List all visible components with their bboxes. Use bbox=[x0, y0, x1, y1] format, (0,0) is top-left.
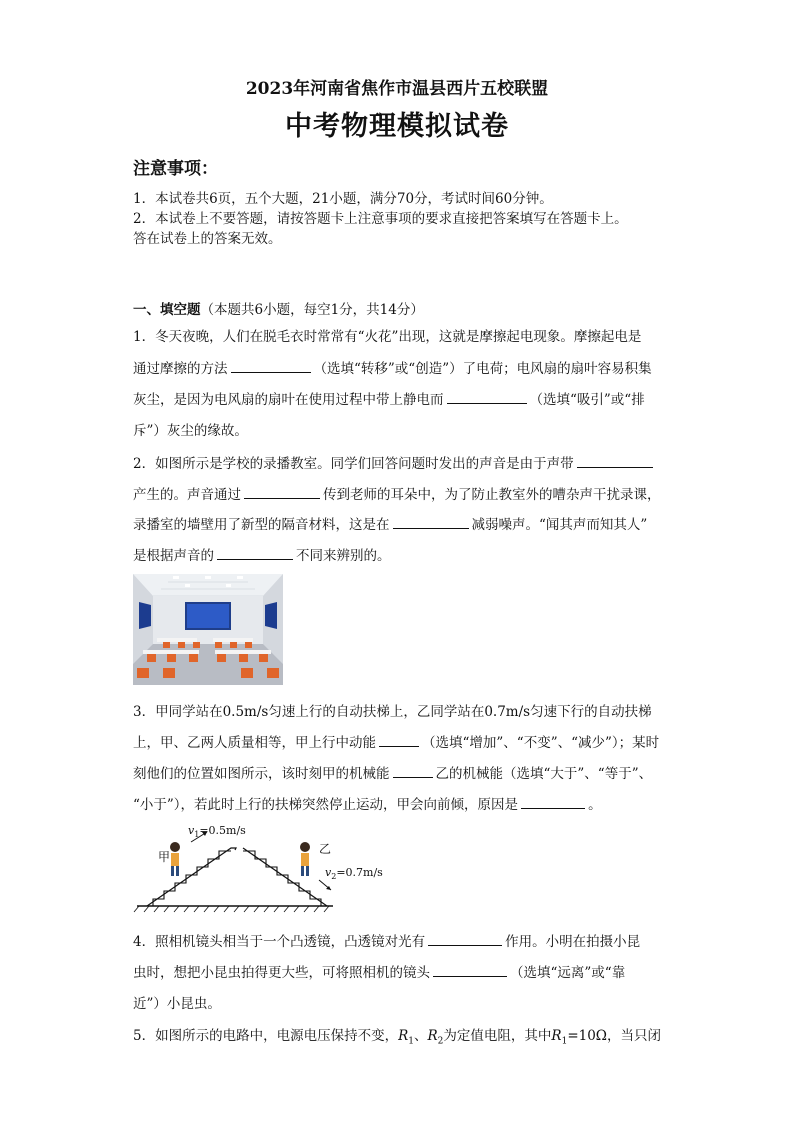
q1-text: （选填“转移”或“创造”）了电荷；电风扇的扇叶容易积集 bbox=[313, 361, 652, 377]
answer-blank[interactable] bbox=[244, 485, 320, 499]
person-jia-icon bbox=[170, 842, 180, 876]
section-label: 一、填空题 bbox=[133, 302, 201, 318]
recording-classroom-photo bbox=[133, 574, 283, 685]
v1-value: =0.5m/s bbox=[199, 824, 246, 837]
q3-text: 。 bbox=[588, 797, 602, 813]
q3-line-1: 3．甲同学站在0.5m/s匀速上行的自动扶梯上，乙同学站在0.7m/s匀速下行的自动扶梯 bbox=[133, 704, 652, 720]
q1-line-3 bbox=[133, 388, 645, 408]
exam-subtitle: 2023年河南省焦作市温县西片五校联盟 bbox=[245, 79, 549, 99]
r1-symbol: R bbox=[551, 1028, 562, 1044]
answer-blank[interactable] bbox=[379, 733, 419, 747]
v1-symbol: v bbox=[188, 824, 195, 837]
q2-text: 录播室的墙壁用了新型的隔音材料，这是在 bbox=[133, 517, 390, 533]
r1-symbol: R bbox=[398, 1028, 409, 1044]
q5-line-1 bbox=[133, 1024, 661, 1047]
q3-line-2 bbox=[133, 731, 659, 751]
q1-text: 通过摩擦的方法 bbox=[133, 361, 228, 377]
q1-line-4: 斥”）灰尘的缘故。 bbox=[133, 423, 248, 439]
answer-blank[interactable] bbox=[433, 963, 507, 977]
q2-text: 2．如图所示是学校的录播教室。同学们回答问题时发出的声音是由于声带 bbox=[133, 456, 574, 472]
exam-title: 中考物理模拟试卷 bbox=[285, 111, 509, 142]
q1-line-2 bbox=[133, 357, 652, 377]
v2-value: =0.7m/s bbox=[336, 866, 383, 879]
q3-text: 上，甲、乙两人质量相等，甲上行中动能 bbox=[133, 735, 376, 751]
q2-text: 传到老师的耳朵中，为了防止教室外的嘈杂声干扰录课， bbox=[323, 487, 661, 503]
v2-subscript: 2 bbox=[331, 872, 337, 882]
person-yi-icon bbox=[300, 842, 310, 876]
q2-line-4 bbox=[133, 544, 391, 564]
q4-text: （选填“远离”或“靠 bbox=[510, 965, 626, 981]
q2-text: 产生的。声音通过 bbox=[133, 487, 241, 503]
r2-symbol: R bbox=[427, 1028, 438, 1044]
notice-item-2: 2．本试卷上不要答题，请按答题卡上注意事项的要求直接把答案填写在答题卡上。 bbox=[133, 211, 628, 227]
q3-line-3 bbox=[133, 762, 652, 782]
v1-subscript: 1 bbox=[194, 830, 200, 840]
q3-line-4 bbox=[133, 793, 602, 813]
person-yi-label: 乙 bbox=[319, 842, 332, 856]
q4-text: 虫时，想把小昆虫拍得更大些，可将照相机的镜头 bbox=[133, 965, 430, 981]
v2-label bbox=[325, 866, 383, 881]
answer-blank[interactable] bbox=[521, 795, 585, 809]
q1-line-1: 1．冬天夜晚，人们在脱毛衣时常常有“火花”出现，这就是摩擦起电现象。摩擦起电是 bbox=[133, 329, 642, 345]
q3-text: 乙的机械能（选填“大于”、“等于”、 bbox=[435, 766, 653, 782]
q2-line-3 bbox=[133, 513, 647, 533]
section-heading bbox=[133, 298, 424, 318]
q4-text: 作用。小明在拍摄小昆 bbox=[505, 934, 641, 950]
q2-text: 是根据声音的 bbox=[133, 548, 214, 564]
notice-item-3: 答在试卷上的答案无效。 bbox=[133, 231, 282, 247]
q2-text: 不同来辨别的。 bbox=[296, 548, 391, 564]
q2-line-2 bbox=[133, 483, 661, 503]
q2-line-1 bbox=[133, 452, 656, 472]
r2-subscript: 2 bbox=[437, 1036, 444, 1047]
q5-text: 5．如图所示的电路中，电源电压保持不变， bbox=[133, 1028, 399, 1044]
notice-item-1: 1．本试卷共6页，五个大题，21小题，满分70分，考试时间60分钟。 bbox=[133, 191, 553, 207]
answer-blank[interactable] bbox=[217, 546, 293, 560]
answer-blank[interactable] bbox=[393, 764, 433, 778]
v2-symbol: v bbox=[325, 866, 332, 879]
q1-text: （选填“吸引”或“排 bbox=[529, 392, 645, 408]
q5-text: 为定值电阻，其中 bbox=[443, 1028, 552, 1044]
answer-blank[interactable] bbox=[393, 515, 469, 529]
q1-text: 灰尘，是因为电风扇的扇叶在使用过程中带上静电而 bbox=[133, 392, 444, 408]
q4-line-2 bbox=[133, 961, 625, 981]
q4-line-3: 近”）小昆虫。 bbox=[133, 996, 221, 1012]
section-note: （本题共6小题，每空1分，共14分） bbox=[200, 302, 424, 318]
answer-blank[interactable] bbox=[428, 932, 502, 946]
q3-text: （选填“增加”、“不变”、“减少”）；某时 bbox=[422, 735, 660, 751]
r1-subscript: 1 bbox=[408, 1036, 414, 1047]
q5-text: 、 bbox=[414, 1028, 428, 1044]
q5-text: =10Ω，当只闭 bbox=[567, 1028, 661, 1044]
notice-heading: 注意事项： bbox=[133, 159, 218, 179]
q4-text: 4．照相机镜头相当于一个凸透镜，凸透镜对光有 bbox=[133, 934, 426, 950]
answer-blank[interactable] bbox=[447, 390, 527, 404]
answer-blank[interactable] bbox=[577, 454, 653, 468]
q4-line-1 bbox=[133, 930, 640, 950]
v1-label bbox=[188, 824, 246, 839]
q2-text: 减弱噪声。“闻其声而知其人” bbox=[471, 517, 648, 533]
q3-text: “小于”），若此时上行的扶梯突然停止运动，甲会向前倾，原因是 bbox=[133, 797, 519, 813]
q3-text: 刻他们的位置如图所示，该时刻甲的机械能 bbox=[133, 766, 390, 782]
person-jia-label: 甲 bbox=[158, 850, 171, 864]
answer-blank[interactable] bbox=[231, 359, 311, 373]
escalator-figure bbox=[133, 820, 393, 916]
r1-subscript: 1 bbox=[561, 1036, 568, 1047]
